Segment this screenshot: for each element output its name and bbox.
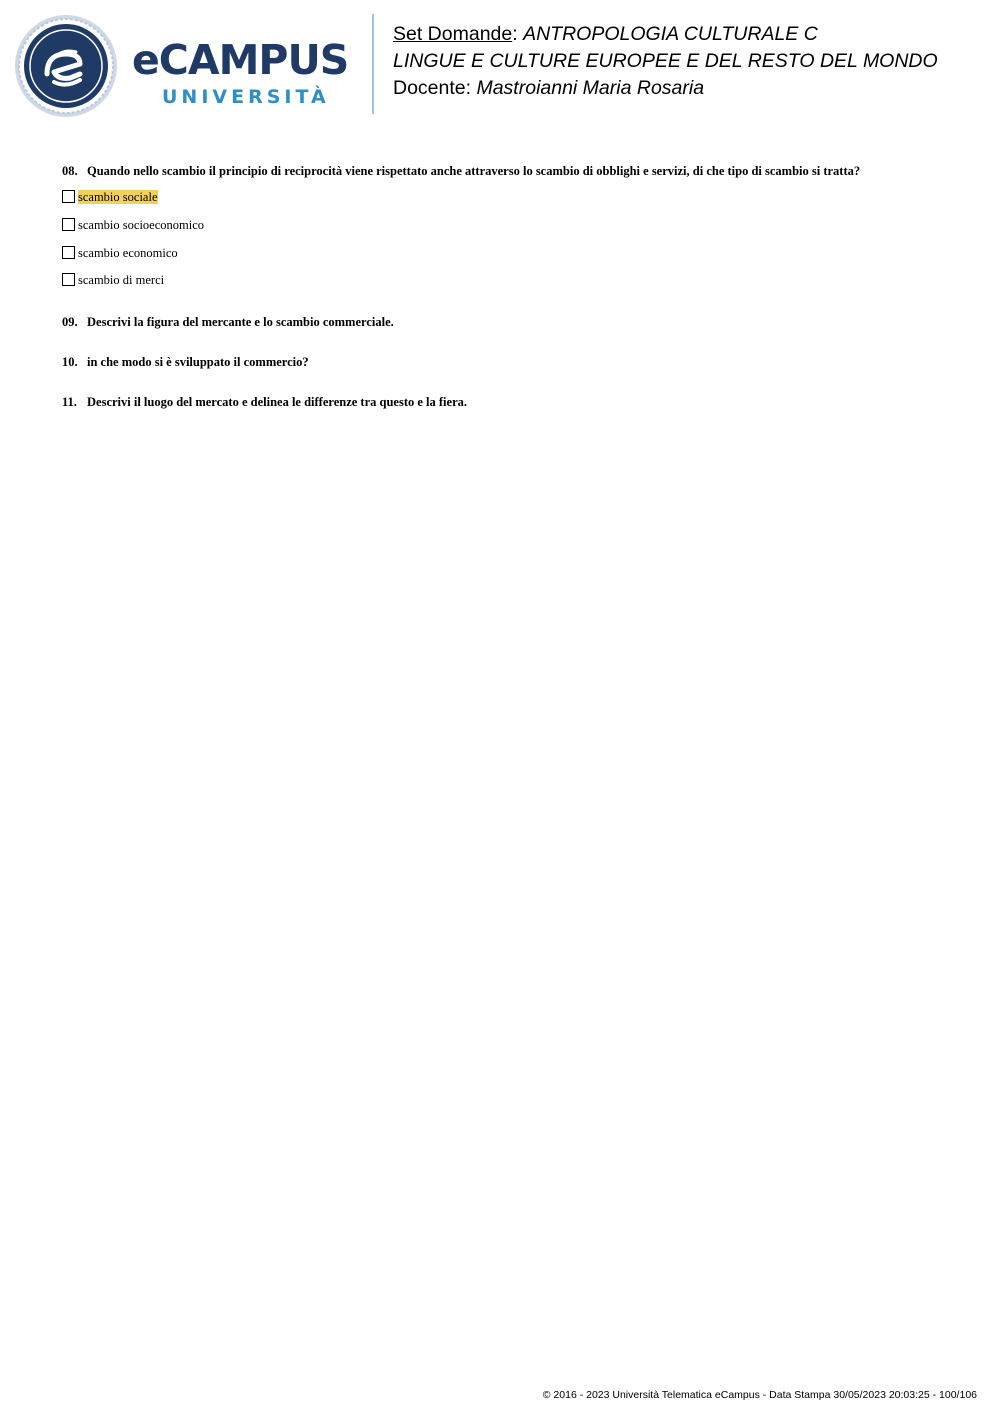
wordmark-subtitle: UNIVERSITÀ [162, 86, 330, 108]
question-text: Quando nello scambio il principio di reciprocità viene rispettato anche attraverso lo scambio di obblighi e servizi, di che tipo di scambio si tratta? [87, 164, 861, 178]
question-number: 11. [62, 395, 77, 409]
question-08 [62, 163, 860, 179]
wordmark-text: eCAMPUS [132, 36, 349, 84]
question-number: 09. [62, 315, 78, 329]
ecampus-wordmark [132, 36, 362, 120]
question-09 [62, 314, 394, 330]
question-text: Descrivi la figura del mercante e lo scambio commerciale. [87, 315, 394, 329]
header-info [393, 21, 938, 102]
question-number: 08. [62, 164, 78, 178]
set-separator: : [512, 23, 524, 45]
ecampus-seal-logo [14, 14, 118, 118]
option-label: scambio socioeconomico [78, 218, 205, 232]
course-title-line2: LINGUE E CULTURE EUROPEE E DEL RESTO DEL MONDO [393, 50, 938, 72]
docente-name: Mastroianni Maria Rosaria [476, 77, 705, 99]
option-scambio-socioeconomico[interactable] [62, 217, 204, 233]
option-label: scambio economico [78, 246, 178, 260]
option-scambio-economico[interactable] [62, 245, 178, 261]
question-text: in che modo si è sviluppato il commercio? [87, 355, 309, 369]
question-11 [62, 394, 467, 410]
option-label-highlighted: scambio sociale [78, 190, 158, 204]
page-footer: © 2016 - 2023 Università Telematica eCampus - Data Stampa 30/05/2023 20:03:25 - 100/106 [542, 1389, 977, 1401]
option-checkbox[interactable] [62, 190, 75, 203]
header-divider [372, 14, 374, 114]
docente-label: Docente: [393, 77, 477, 99]
option-checkbox[interactable] [62, 246, 75, 259]
option-label: scambio di merci [78, 273, 165, 287]
option-checkbox[interactable] [62, 273, 75, 286]
page-header [0, 0, 1000, 130]
option-checkbox[interactable] [62, 218, 75, 231]
set-label: Set Domande [393, 23, 513, 45]
question-text: Descrivi il luogo del mercato e delinea le differenze tra questo e la fiera. [87, 395, 467, 409]
question-number: 10. [62, 355, 78, 369]
header-line-1 [393, 21, 938, 48]
header-line-3 [393, 75, 938, 102]
option-scambio-di-merci[interactable] [62, 272, 164, 288]
option-scambio-sociale[interactable] [62, 189, 158, 205]
question-10 [62, 354, 309, 370]
course-title-line1: ANTROPOLOGIA CULTURALE C [523, 23, 818, 45]
